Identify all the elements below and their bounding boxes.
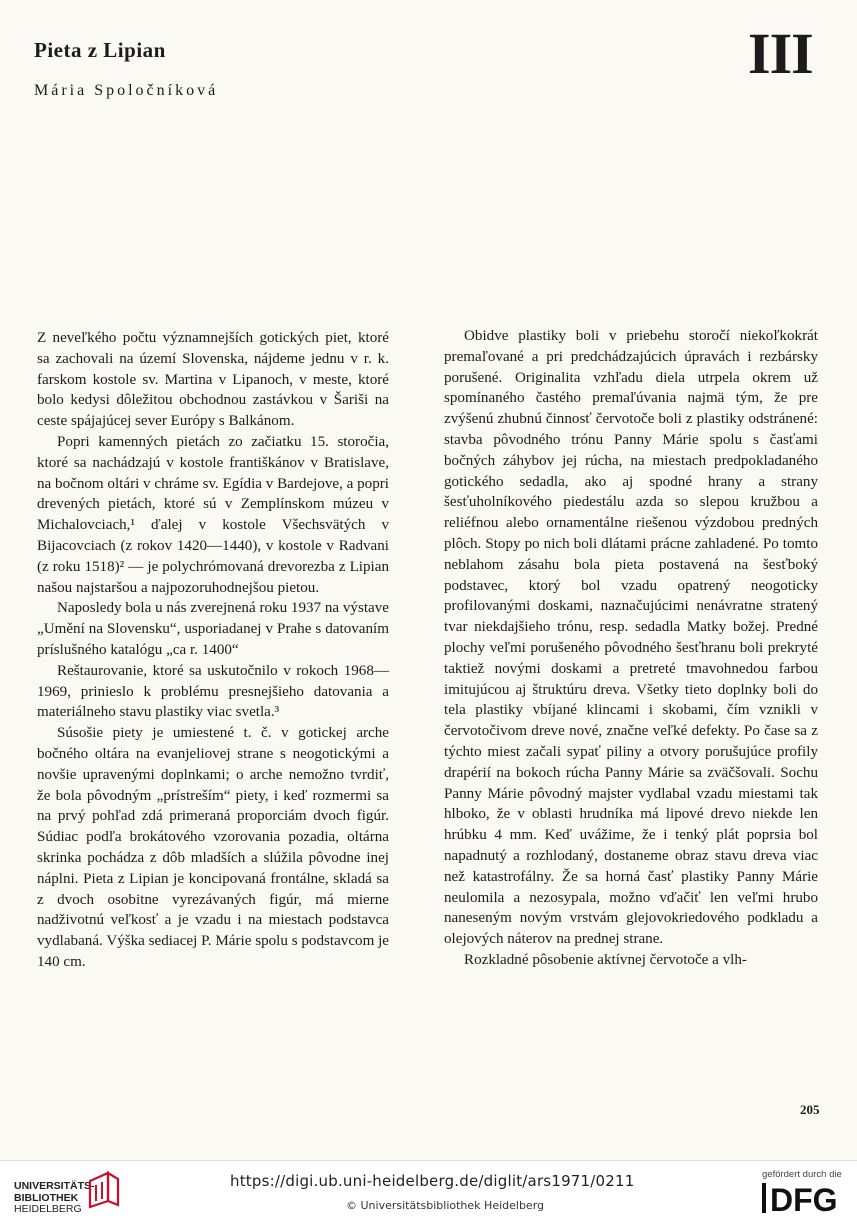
paragraph: Naposledy bola u nás zverejnená roku 1937 na výstave „Umění na Slovensku“, usporiadanej v Prahe s datovaním príslušného katalógu „ca r. 1400“ [37,600,389,658]
library-name: UNIVERSITÄTS- BIBLIOTHEK HEIDELBERG [14,1180,95,1215]
right-text-column [444,326,818,971]
paragraph: Popri kamenných pietách zo začiatku 15. storočia, ktoré sa nachádzajú v kostole františkánov v Bratislave, na bočnom oltári v chráme sv. Egídia v Bardejove, a popri drevených pietách, ktoré sú v Zemplínskom múzeu v Michalovciach,¹ ďalej v kostole Všechsvätých v Bijacovciach (z rokov 1420—1440), v kostole v Radvani (z roku 1518)² — je polychrómovaná drevorezba z Lipian našou najstaršou a najpozoruhodnejšou pietou. [37,433,389,596]
paragraph: Z neveľkého počtu významnejších gotických piet, ktoré sa zachovali na území Slovenska, nájdeme jednu v r. k. farskom kostole sv. Martina v Lipanoch, v meste, ktoré bolo kedysi dôležitou obchodnou zastávkou v Šariši na ceste spájajúcej sever Európy s Balkánom. [37,330,389,430]
paragraph: Reštaurovanie, ktoré sa uskutočnilo v rokoch 1968—1969, prinieslo k problému presnejšieho datovania a materiálneho stavu plastiky viac svetla.³ [37,662,389,721]
left-text-column [37,328,389,973]
funded-by-label: gefördert durch die [762,1169,842,1180]
page-number: 205 [800,1102,820,1117]
paragraph: Obidve plastiky boli v priebehu storočí niekoľkokrát premaľované a pri predchádzajúcich úpravách i rezbársky porušené. Originalita vzhľadu diela utrpela okrem už spomínaného častého premaľúvania najmä tým, že pre zvýšenú zhubnú činnosť červotoče boli z plastiky odstránené: stavba pôvodného trónu Panny Márie spolu s časťami bočných záhybov jej rúcha, na miestach predpokladaného gotického sedadla, ako aj spodné hrany a strany šesťuholníkového piedestálu azda so slepou kružbou a reliéfnou alebo ornamentálne riešenou výzdobou predných plôch. Stopy po nich boli dlátami prácne zahladené. Po tomto neblahom zásahu bola pieta postavená na šesťboký podstavec, ktorý bol vzadu opatrený neogoticky profilovanými doskami, naznačujúcimi nenávratne stratený tvar niekdajšieho trónu, resp. sedadla Matky božej. Predné plochy veľmi porušeného pôvodného šesťhranu boli prekryté taktiež novými doskami a pretreté tmavohnedou farbou imitujúcou aj štruktúru dreva. Všetky tieto doplnky boli do tela plastiky vbíjané klincami i skobami, čím vznikli v červotočivom dreve nové, značne veľké defekty. Po čase sa z týchto miest začali sypať piliny a otvory porušujúce profily drapérií na bokoch rúcha Panny Márie sa zväčšovali. Sochu Panny Márie pôvodný majster vydlabal vzadu miestami tak hlboko, že v oblasti hrudníka má lipové drevo niekde len hrúbku 4 mm. Keď uvážime, že i tenký plát poprsia bol napadnutý a rozhlodaný, dostaneme obraz stavu dreva viac než katastrofálny. Že sa horná časť plastiky Panny Márie neulomila a nezosypala, možno vďačiť len veľmi hrubo naneseným novým vrstvám glejovokriedového podkladu a olejových náterov na prednej strane. [444,328,818,948]
section-numeral: III [748,21,813,86]
paragraph: Súsošie piety je umiestené t. č. v gotickej arche bočného oltára na evanjeliovej strane s neogotickými a novšie upravenými doplnkami; o arche nemožno tvrdiť, že bola pôvodným „prístreším“ piety, i keď rozmermi sa na prvý pohľad zdá primeraná proporciám dvoch figúr. Súdiac podľa brokátového vzorovania pozadia, oltárna skrinka pochádza z dôb mladších a slúžila pôvodne inej náplni. Pieta z Lipian je koncipovaná frontálne, skladá sa z dvoch osobitne vyrezávaných figúr, má mierne nadživotnú veľkosť a je vzadu i na miestach podstavca vydlabaná. Výška sediacej P. Márie spolu s podstavcom je 140 cm. [37,725,389,970]
permalink-url[interactable]: https://digi.ub.uni-heidelberg.de/diglit/ars1971/0211 [230,1172,635,1190]
article-title: Pieta z Lipian [34,38,166,62]
dfg-logo-text: DFG [770,1182,838,1215]
paragraph: Rozkladné pôsobenie aktívnej červotoče a vlh- [464,951,747,968]
copyright-notice: © Universitätsbibliothek Heidelberg [346,1199,545,1212]
library-logo-icon[interactable] [86,1171,120,1209]
article-author: Mária Spoločníková [34,82,219,99]
dfg-logo-icon[interactable] [762,1181,846,1215]
viewer-footer [0,1160,857,1223]
